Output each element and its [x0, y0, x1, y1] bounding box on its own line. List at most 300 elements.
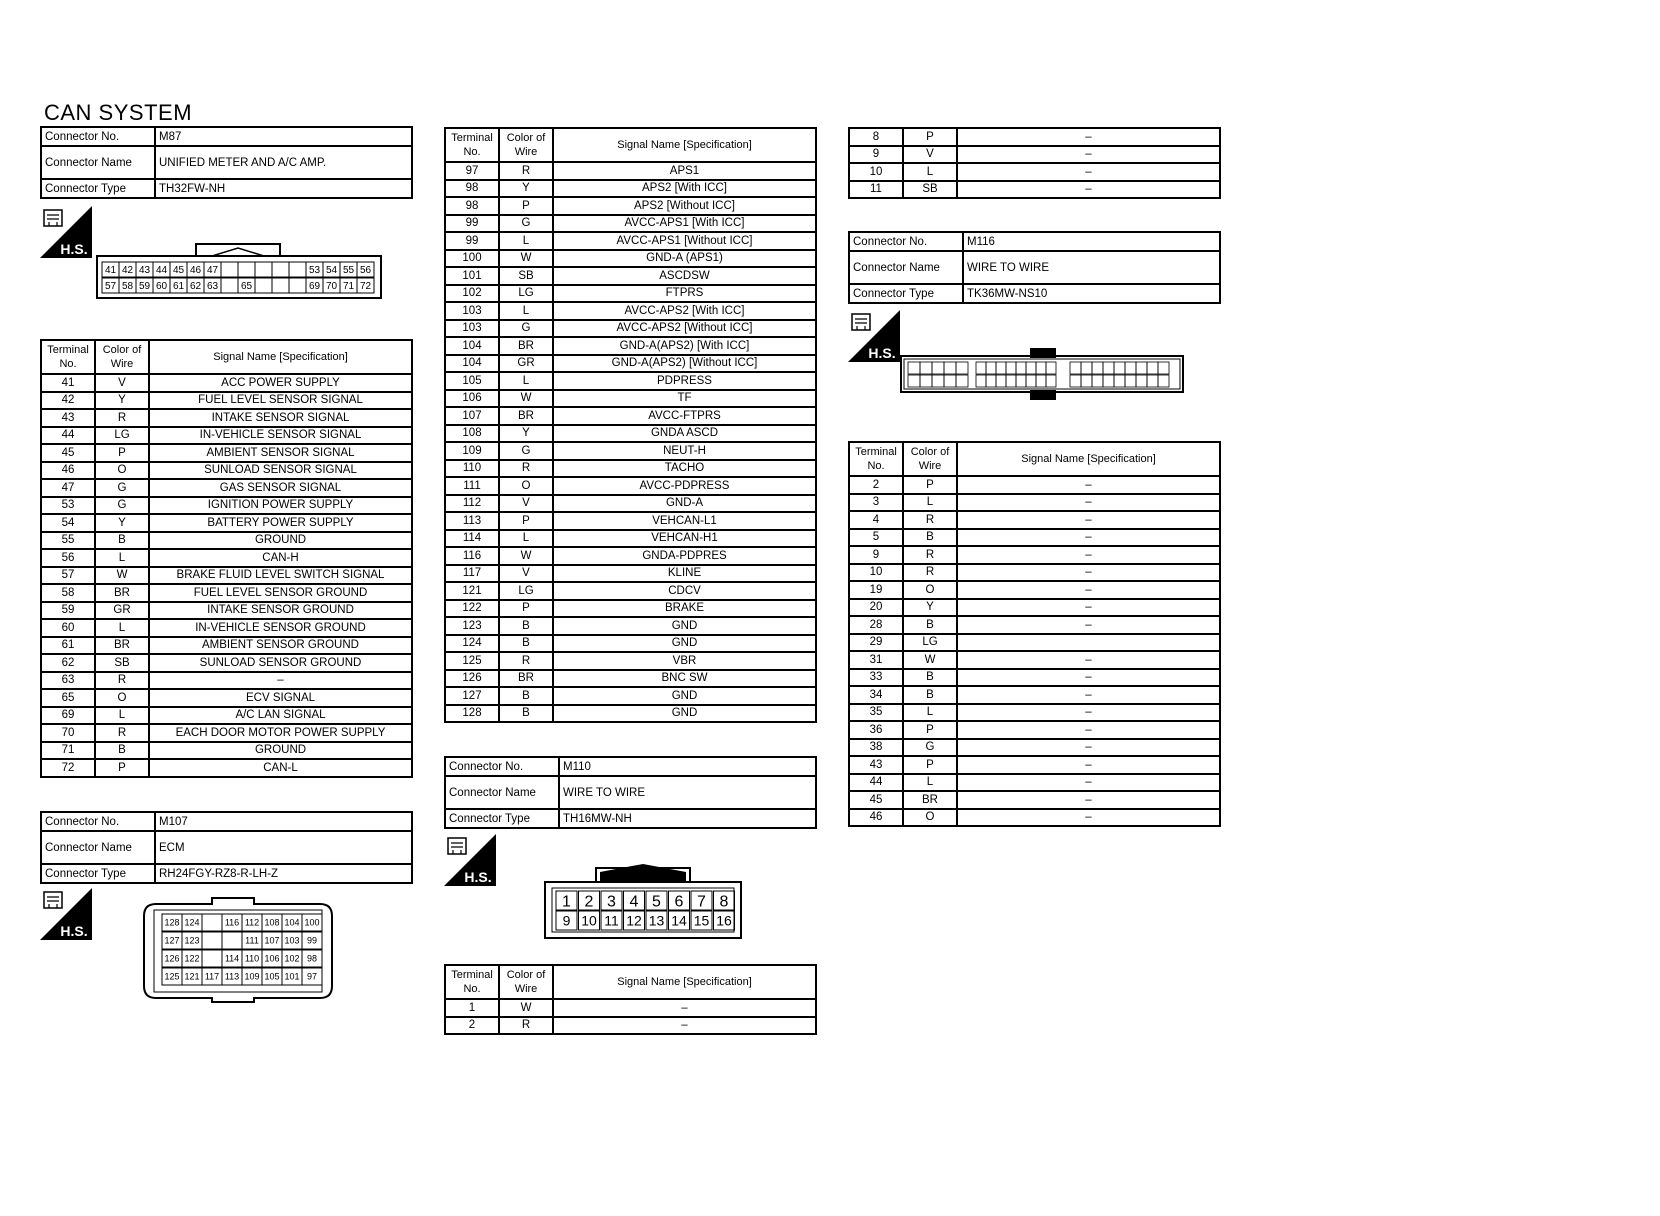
wire-color: LG — [499, 285, 553, 303]
m116-connector-info — [848, 231, 1221, 304]
wire-color: L — [499, 302, 553, 320]
table-row — [445, 425, 816, 443]
wire-color: W — [499, 999, 553, 1017]
wire-color: R — [499, 1017, 553, 1035]
pin-number: 12 — [626, 912, 642, 929]
m107-connector-info — [40, 811, 413, 884]
table-row — [849, 146, 1220, 164]
signal-name: – — [957, 128, 1220, 146]
wire-color: LG — [95, 427, 149, 445]
signal-name: CDCV — [553, 582, 816, 600]
table-row — [41, 427, 412, 445]
pin-number: 112 — [244, 917, 260, 928]
table-row — [41, 479, 412, 497]
connector-name-value: WIRE TO WIRE — [963, 251, 1220, 284]
pin-cavity — [976, 362, 986, 374]
pin-number: 53 — [308, 265, 321, 277]
table-row — [41, 409, 412, 427]
pin-number: 54 — [325, 265, 338, 277]
m107-pin-table — [444, 127, 817, 723]
signal-header: Signal Name [Specification] — [553, 128, 816, 162]
pin-number: 59 — [138, 281, 151, 293]
pin-number: 122 — [184, 953, 200, 964]
table-row — [849, 616, 1220, 634]
terminal-no: 10 — [849, 564, 903, 582]
terminal-no: 42 — [41, 392, 95, 410]
table-row — [849, 704, 1220, 722]
terminal-no: 70 — [41, 724, 95, 742]
wire-color: SB — [95, 654, 149, 672]
pin-number: 97 — [306, 971, 318, 982]
table-row — [445, 285, 816, 303]
m110-connector-diagram — [544, 860, 742, 940]
table-row — [849, 581, 1220, 599]
signal-name: GROUND — [149, 742, 412, 760]
signal-name: BNC SW — [553, 670, 816, 688]
pin-number: 46 — [189, 265, 202, 277]
signal-name: – — [957, 721, 1220, 739]
signal-name: FUEL LEVEL SENSOR GROUND — [149, 584, 412, 602]
wire-color: B — [903, 686, 957, 704]
color-header: Color of Wire — [499, 128, 553, 162]
wire-color: R — [95, 724, 149, 742]
pin-cavity — [1081, 375, 1092, 387]
wire-color: G — [95, 497, 149, 515]
connector-name-label: Connector Name — [445, 776, 559, 809]
pin-number: 99 — [306, 935, 318, 946]
signal-name: – — [957, 146, 1220, 164]
signal-header: Signal Name [Specification] — [149, 340, 412, 374]
pin-cavity — [1046, 375, 1056, 387]
signal-name: ASCDSW — [553, 267, 816, 285]
pin-cavity — [1016, 362, 1026, 374]
terminal-no: 116 — [445, 547, 499, 565]
pin-cavity — [920, 362, 932, 374]
signal-name: AVCC-FTPRS — [553, 407, 816, 425]
pin-cavity — [272, 262, 289, 277]
wire-color: V — [903, 146, 957, 164]
signal-name: PDPRESS — [553, 372, 816, 390]
pin-cavity — [238, 262, 255, 277]
wire-color: L — [499, 530, 553, 548]
wire-color: W — [499, 390, 553, 408]
signal-name: GND — [553, 687, 816, 705]
table-row — [445, 547, 816, 565]
table-row — [445, 460, 816, 478]
pin-cavity — [221, 278, 238, 293]
wire-color: G — [95, 479, 149, 497]
pin-cavity — [1125, 362, 1136, 374]
pin-cavity — [1103, 362, 1114, 374]
pin-number: 6 — [674, 893, 684, 911]
pin-cavity — [1046, 362, 1056, 374]
pin-cavity — [944, 375, 956, 387]
signal-name: IN-VEHICLE SENSOR SIGNAL — [149, 427, 412, 445]
connector-name-label: Connector Name — [849, 251, 963, 284]
signal-name: SUNLOAD SENSOR GROUND — [149, 654, 412, 672]
signal-name: ECV SIGNAL — [149, 689, 412, 707]
m110-pin-table — [444, 964, 817, 1035]
terminal-no: 61 — [41, 637, 95, 655]
terminal-no: 35 — [849, 704, 903, 722]
pin-number: 128 — [164, 917, 180, 928]
connector-type-value: RH24FGY-RZ8-R-LH-Z — [155, 864, 412, 883]
terminal-no: 9 — [849, 146, 903, 164]
terminal-no: 105 — [445, 372, 499, 390]
terminal-no: 99 — [445, 215, 499, 233]
pin-cavity — [222, 932, 242, 949]
pin-cavity — [1081, 362, 1092, 374]
table-row — [445, 320, 816, 338]
pin-number: 114 — [224, 953, 240, 964]
wire-color: V — [95, 374, 149, 392]
pin-number: 106 — [264, 953, 280, 964]
signal-name: VBR — [553, 652, 816, 670]
terminal-no: 122 — [445, 600, 499, 618]
pin-cavity — [202, 932, 222, 949]
harness-side-icon — [848, 310, 900, 362]
terminal-no: 45 — [41, 444, 95, 462]
table-row — [849, 634, 1220, 652]
terminal-no: 4 — [849, 511, 903, 529]
pin-cavity — [986, 362, 996, 374]
signal-name: GND — [553, 617, 816, 635]
m110-pin-table-continued — [848, 127, 1221, 199]
wire-color: R — [903, 511, 957, 529]
terminal-no: 123 — [445, 617, 499, 635]
connector-name-value: WIRE TO WIRE — [559, 776, 816, 809]
pin-number: 58 — [121, 281, 134, 293]
table-row — [41, 392, 412, 410]
pin-number: 125 — [164, 971, 180, 982]
terminal-no: 28 — [849, 616, 903, 634]
pin-cavity — [1125, 375, 1136, 387]
connector-no-label: Connector No. — [849, 232, 963, 251]
signal-name: GND-A (APS1) — [553, 250, 816, 268]
table-row — [849, 564, 1220, 582]
terminal-no: 108 — [445, 425, 499, 443]
m107-connector-diagram — [142, 896, 334, 1004]
wire-color: O — [95, 689, 149, 707]
wire-color: R — [499, 652, 553, 670]
table-row — [445, 372, 816, 390]
pin-cavity — [1026, 375, 1036, 387]
terminal-no: 103 — [445, 320, 499, 338]
connector-no-label: Connector No. — [445, 757, 559, 776]
pin-number: 13 — [648, 912, 665, 929]
pin-cavity — [1136, 362, 1147, 374]
pin-number: 102 — [284, 953, 300, 964]
signal-name: A/C LAN SIGNAL — [149, 707, 412, 725]
signal-name: – — [553, 1017, 816, 1035]
pin-number: 69 — [308, 281, 321, 293]
terminal-header: Terminal No. — [445, 128, 499, 162]
table-row — [849, 476, 1220, 494]
wire-color: O — [903, 809, 957, 827]
table-row — [41, 584, 412, 602]
wire-color: P — [903, 756, 957, 774]
connector-type-label: Connector Type — [41, 864, 155, 883]
wire-color: B — [903, 616, 957, 634]
wire-color: BR — [903, 791, 957, 809]
signal-name: AVCC-APS2 [Without ICC] — [553, 320, 816, 338]
table-row — [445, 250, 816, 268]
terminal-no: 62 — [41, 654, 95, 672]
table-row — [41, 567, 412, 585]
terminal-no: 34 — [849, 686, 903, 704]
pin-number: 71 — [342, 281, 355, 293]
pin-number: 116 — [224, 917, 240, 928]
pin-cavity — [272, 278, 289, 293]
signal-name: – — [957, 546, 1220, 564]
signal-name: – — [957, 669, 1220, 687]
pin-cavity — [221, 262, 238, 277]
signal-name: EACH DOOR MOTOR POWER SUPPLY — [149, 724, 412, 742]
connector-no-value: M87 — [155, 127, 412, 146]
pin-number: 104 — [284, 917, 300, 928]
terminal-no: 20 — [849, 599, 903, 617]
signal-name: GROUND — [149, 532, 412, 550]
pin-cavity — [1147, 375, 1158, 387]
harness-side-icon — [40, 888, 92, 940]
signal-name: AMBIENT SENSOR GROUND — [149, 637, 412, 655]
wire-color: P — [95, 444, 149, 462]
wire-color: GR — [95, 602, 149, 620]
pin-number: 47 — [206, 265, 219, 277]
pin-cavity — [1158, 362, 1169, 374]
signal-name: – — [957, 809, 1220, 827]
wire-color: Y — [95, 392, 149, 410]
table-row — [849, 529, 1220, 547]
table-row — [849, 163, 1220, 181]
terminal-no: 11 — [849, 181, 903, 199]
connector-no-label: Connector No. — [41, 812, 155, 831]
signal-name: BRAKE — [553, 600, 816, 618]
signal-name: APS2 [With ICC] — [553, 180, 816, 198]
pin-number: 5 — [652, 893, 661, 911]
terminal-no: 72 — [41, 759, 95, 777]
table-row — [445, 180, 816, 198]
pin-number: 2 — [584, 893, 594, 911]
wire-color: Y — [903, 599, 957, 617]
table-row — [41, 724, 412, 742]
connector-no-label: Connector No. — [41, 127, 155, 146]
wire-color: L — [95, 619, 149, 637]
table-row — [849, 686, 1220, 704]
terminal-no: 102 — [445, 285, 499, 303]
wire-color: L — [903, 494, 957, 512]
wire-color: O — [499, 477, 553, 495]
terminal-no: 97 — [445, 162, 499, 180]
wire-color: R — [95, 409, 149, 427]
pin-number: 110 — [244, 953, 260, 964]
wire-color: W — [903, 651, 957, 669]
pin-cavity — [1147, 362, 1158, 374]
signal-name: CAN-L — [149, 759, 412, 777]
signal-name: BATTERY POWER SUPPLY — [149, 514, 412, 532]
table-row — [41, 742, 412, 760]
table-row — [849, 809, 1220, 827]
connector-type-value: TH16MW-NH — [559, 809, 816, 828]
pin-number: 72 — [359, 281, 372, 293]
wire-color: B — [95, 532, 149, 550]
signal-name: AVCC-APS2 [With ICC] — [553, 302, 816, 320]
wire-color: BR — [499, 407, 553, 425]
m116-connector-diagram — [900, 346, 1184, 402]
signal-name: GND-A — [553, 495, 816, 513]
table-row — [445, 232, 816, 250]
table-row — [445, 512, 816, 530]
signal-name: SUNLOAD SENSOR SIGNAL — [149, 462, 412, 480]
wire-color: B — [499, 617, 553, 635]
terminal-no: 1 — [445, 999, 499, 1017]
wire-color: BR — [499, 337, 553, 355]
table-row — [445, 197, 816, 215]
signal-name: GND — [553, 705, 816, 723]
wire-color: P — [499, 600, 553, 618]
signal-name — [957, 634, 1220, 652]
pin-number: 15 — [693, 912, 710, 929]
signal-name: – — [957, 756, 1220, 774]
harness-side-icon — [40, 206, 92, 258]
signal-name: GND-A(APS2) [With ICC] — [553, 337, 816, 355]
table-row — [849, 128, 1220, 146]
signal-name: KLINE — [553, 565, 816, 583]
terminal-no: 9 — [849, 546, 903, 564]
table-row — [849, 546, 1220, 564]
terminal-no: 46 — [41, 462, 95, 480]
signal-header: Signal Name [Specification] — [957, 442, 1220, 476]
terminal-no: 124 — [445, 635, 499, 653]
pin-number: 3 — [607, 893, 616, 911]
wire-color: P — [95, 759, 149, 777]
terminal-no: 43 — [41, 409, 95, 427]
terminal-no: 31 — [849, 651, 903, 669]
terminal-no: 117 — [445, 565, 499, 583]
pin-cavity — [1036, 362, 1046, 374]
terminal-no: 98 — [445, 197, 499, 215]
signal-name: GND — [553, 635, 816, 653]
terminal-no: 44 — [849, 774, 903, 792]
signal-name: – — [957, 564, 1220, 582]
wire-color: Y — [95, 514, 149, 532]
pin-number: 70 — [325, 281, 338, 293]
hs-label: H.S. — [60, 923, 88, 939]
table-row — [849, 791, 1220, 809]
terminal-no: 3 — [849, 494, 903, 512]
signal-name: VEHCAN-H1 — [553, 530, 816, 548]
wire-color: Y — [499, 425, 553, 443]
terminal-no: 19 — [849, 581, 903, 599]
signal-name: GNDA-PDPRES — [553, 547, 816, 565]
connector-name-value: ECM — [155, 831, 412, 864]
wire-color: B — [499, 635, 553, 653]
terminal-header: Terminal No. — [849, 442, 903, 476]
pin-cavity — [976, 375, 986, 387]
terminal-no: 125 — [445, 652, 499, 670]
terminal-header: Terminal No. — [41, 340, 95, 374]
terminal-no: 101 — [445, 267, 499, 285]
signal-name: – — [957, 651, 1220, 669]
pin-number: 7 — [697, 893, 706, 911]
signal-name: – — [553, 999, 816, 1017]
m116-pin-table — [848, 441, 1221, 827]
wire-color: V — [499, 565, 553, 583]
signal-name: GND-A(APS2) [Without ICC] — [553, 355, 816, 373]
pin-cavity — [289, 278, 306, 293]
table-row — [849, 739, 1220, 757]
terminal-no: 43 — [849, 756, 903, 774]
wire-color: R — [499, 162, 553, 180]
terminal-no: 55 — [41, 532, 95, 550]
table-row — [445, 215, 816, 233]
terminal-no: 58 — [41, 584, 95, 602]
terminal-no: 113 — [445, 512, 499, 530]
terminal-no: 104 — [445, 355, 499, 373]
connector-no-value: M107 — [155, 812, 412, 831]
pin-number: 98 — [306, 953, 318, 964]
wire-color: P — [499, 197, 553, 215]
table-row — [41, 462, 412, 480]
table-row — [41, 637, 412, 655]
pin-number: 11 — [604, 912, 619, 929]
table-row — [445, 999, 816, 1017]
signal-name: GAS SENSOR SIGNAL — [149, 479, 412, 497]
wire-color: W — [499, 250, 553, 268]
pin-number: 105 — [264, 971, 280, 982]
pin-number: 42 — [121, 265, 134, 277]
signal-header: Signal Name [Specification] — [553, 965, 816, 999]
pin-cavity — [1114, 362, 1125, 374]
pin-number: 43 — [138, 265, 151, 277]
pin-number: 55 — [342, 265, 355, 277]
wire-color: G — [903, 739, 957, 757]
signal-name: AVCC-APS1 [With ICC] — [553, 215, 816, 233]
pin-cavity — [944, 362, 956, 374]
pin-cavity — [255, 278, 272, 293]
signal-name: – — [957, 476, 1220, 494]
terminal-no: 71 — [41, 742, 95, 760]
m87-connector-diagram — [96, 242, 382, 300]
signal-name: AMBIENT SENSOR SIGNAL — [149, 444, 412, 462]
terminal-no: 54 — [41, 514, 95, 532]
pin-number: 62 — [189, 281, 202, 293]
terminal-no: 128 — [445, 705, 499, 723]
table-row — [445, 530, 816, 548]
wire-color: BR — [95, 584, 149, 602]
table-row — [445, 267, 816, 285]
table-row — [445, 302, 816, 320]
table-row — [849, 511, 1220, 529]
table-row — [849, 756, 1220, 774]
wire-color: Y — [499, 180, 553, 198]
pin-number: 103 — [284, 935, 300, 946]
pin-number: 45 — [172, 265, 185, 277]
terminal-no: 36 — [849, 721, 903, 739]
table-row — [445, 477, 816, 495]
signal-name: APS2 [Without ICC] — [553, 197, 816, 215]
signal-name: APS1 — [553, 162, 816, 180]
wire-color: L — [499, 232, 553, 250]
table-row — [41, 602, 412, 620]
wire-color: B — [903, 529, 957, 547]
pin-cavity — [1070, 375, 1081, 387]
signal-name: ACC POWER SUPPLY — [149, 374, 412, 392]
pin-number: 61 — [172, 281, 185, 293]
connector-type-label: Connector Type — [849, 284, 963, 303]
signal-name: – — [957, 494, 1220, 512]
table-row — [445, 565, 816, 583]
